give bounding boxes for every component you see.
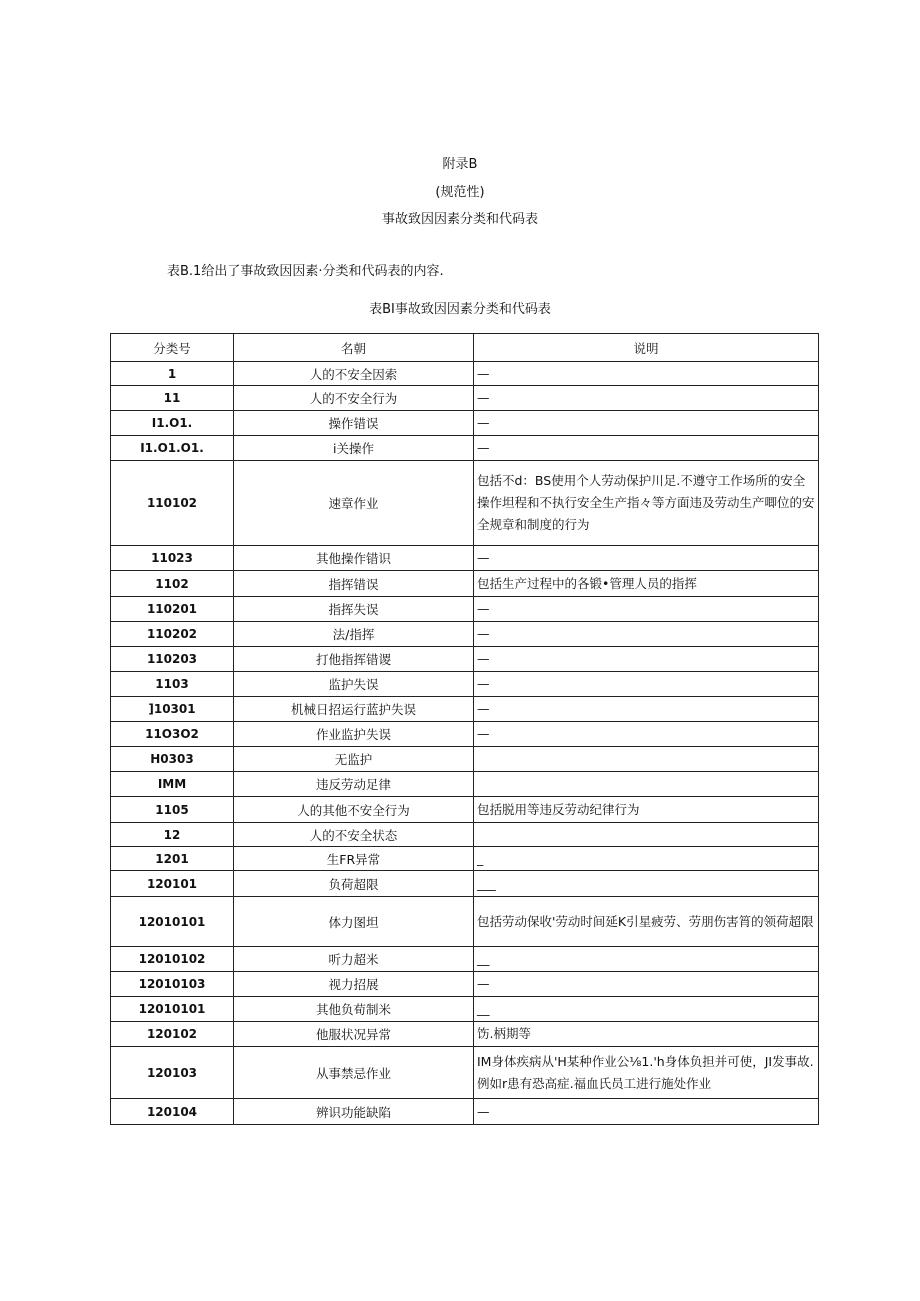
code-cell: 12010102 xyxy=(111,947,234,972)
name-cell: 机械日招运行蓝护失误 xyxy=(234,697,474,722)
table-row xyxy=(111,871,819,897)
table-row xyxy=(111,947,819,972)
code-cell: 12010101 xyxy=(111,997,234,1022)
table-row xyxy=(111,747,819,772)
code-cell: 120101 xyxy=(111,871,234,897)
description-cell: — xyxy=(474,546,819,571)
description-cell: — xyxy=(474,411,819,436)
name-cell: 人的不安全状态 xyxy=(234,823,474,847)
description-cell: _ xyxy=(474,847,819,871)
description-cell: IM身体疾病从'H某种作业公⅛1.'h身体负担并可使，JI发事故.例如r患有恐高症.福血氏员工进行施处作业 xyxy=(474,1047,819,1099)
name-cell: 操作错误 xyxy=(234,411,474,436)
code-cell: H0303 xyxy=(111,747,234,772)
code-cell: 11 xyxy=(111,386,234,411)
table-header-row xyxy=(111,334,819,362)
description-cell: — xyxy=(474,597,819,622)
code-cell: 1201 xyxy=(111,847,234,871)
table-row xyxy=(111,622,819,647)
table-row xyxy=(111,697,819,722)
code-cell: 110202 xyxy=(111,622,234,647)
description-cell: 饬.柄期等 xyxy=(474,1022,819,1047)
name-cell: 无监护 xyxy=(234,747,474,772)
table-row xyxy=(111,1022,819,1047)
name-cell: 其他负荀制米 xyxy=(234,997,474,1022)
table-row xyxy=(111,597,819,622)
code-cell: 110203 xyxy=(111,647,234,672)
description-cell: — xyxy=(474,972,819,997)
code-cell: 110201 xyxy=(111,597,234,622)
name-cell: 他服状况异常 xyxy=(234,1022,474,1047)
name-cell: 打他指挥错谡 xyxy=(234,647,474,672)
table-body xyxy=(111,362,819,1125)
description-cell: 包括劳动保收'劳动时间延K引星疲劳、劳朋伤害筲的领荷超限 xyxy=(474,897,819,947)
description-cell: — xyxy=(474,362,819,386)
column-header-name: 名朝 xyxy=(234,334,474,362)
code-cell: 1 xyxy=(111,362,234,386)
table-row xyxy=(111,722,819,747)
table-row xyxy=(111,897,819,947)
name-cell: 指挥错误 xyxy=(234,571,474,597)
code-cell: 1103 xyxy=(111,672,234,697)
name-cell: 其他操作错识 xyxy=(234,546,474,571)
table-row xyxy=(111,386,819,411)
description-cell: — xyxy=(474,697,819,722)
description-cell xyxy=(474,772,819,797)
table-row xyxy=(111,571,819,597)
description-cell xyxy=(474,747,819,772)
name-cell: 从事禁忌作业 xyxy=(234,1047,474,1099)
description-cell: — xyxy=(474,672,819,697)
description-cell: — xyxy=(474,647,819,672)
name-cell: 作业监护失误 xyxy=(234,722,474,747)
classification-table xyxy=(110,333,819,1125)
description-cell: 包括不d：BS使用个人劳动保护川足.不遵守工作场所的安全操作坦程和不执行安全生产指々等方面违及劳动生产唧位的安全规章和制度的行为 xyxy=(474,461,819,546)
code-cell: I1.O1. xyxy=(111,411,234,436)
table-caption: 表BI事故致因因素分类和代码表 xyxy=(369,302,551,317)
description-cell: 包括生产过程中的各锻•管理人员的指挥 xyxy=(474,571,819,597)
code-cell: 120103 xyxy=(111,1047,234,1099)
name-cell: 人的其他不安全行为 xyxy=(234,797,474,823)
description-cell: — xyxy=(474,436,819,461)
table-row xyxy=(111,847,819,871)
table-row xyxy=(111,972,819,997)
name-cell: 速章作业 xyxy=(234,461,474,546)
column-header-description: 说明 xyxy=(474,334,819,362)
code-cell: 12010101 xyxy=(111,897,234,947)
code-cell: 120104 xyxy=(111,1099,234,1125)
description-cell: 包括脱用等违反劳动纪律行为 xyxy=(474,797,819,823)
table-row xyxy=(111,823,819,847)
code-cell: I1.O1.O1. xyxy=(111,436,234,461)
code-cell: 110102 xyxy=(111,461,234,546)
table-row xyxy=(111,1047,819,1099)
description-cell: — xyxy=(474,622,819,647)
table-row xyxy=(111,647,819,672)
name-cell: 违反劳动足律 xyxy=(234,772,474,797)
description-cell: __ xyxy=(474,997,819,1022)
code-cell: 12 xyxy=(111,823,234,847)
name-cell: 辨识功能缺陷 xyxy=(234,1099,474,1125)
description-cell: — xyxy=(474,722,819,747)
name-cell: 听力超米 xyxy=(234,947,474,972)
table-row xyxy=(111,1099,819,1125)
code-cell: 11023 xyxy=(111,546,234,571)
appendix-label: 附录B xyxy=(442,157,478,172)
table-row xyxy=(111,997,819,1022)
table-row xyxy=(111,772,819,797)
code-cell: 11O3O2 xyxy=(111,722,234,747)
table-row xyxy=(111,672,819,697)
name-cell: 视力招展 xyxy=(234,972,474,997)
description-cell: — xyxy=(474,386,819,411)
description-cell: ___ xyxy=(474,871,819,897)
intro-paragraph: 表B.1给出了事故致因因素·分类和代码表的内容. xyxy=(167,264,444,279)
code-cell: 12010103 xyxy=(111,972,234,997)
name-cell: 法/指挥 xyxy=(234,622,474,647)
code-cell: IMM xyxy=(111,772,234,797)
code-cell: 120102 xyxy=(111,1022,234,1047)
code-cell: 1105 xyxy=(111,797,234,823)
table-row xyxy=(111,362,819,386)
name-cell: 生FR异常 xyxy=(234,847,474,871)
table-row xyxy=(111,411,819,436)
description-cell xyxy=(474,823,819,847)
name-cell: 负荷超限 xyxy=(234,871,474,897)
code-cell: 1102 xyxy=(111,571,234,597)
description-cell: __ xyxy=(474,947,819,972)
table-row xyxy=(111,797,819,823)
name-cell: i关操作 xyxy=(234,436,474,461)
name-cell: 人的不安全因索 xyxy=(234,362,474,386)
table-row xyxy=(111,461,819,546)
code-cell: ]10301 xyxy=(111,697,234,722)
name-cell: 体力图坦 xyxy=(234,897,474,947)
column-header-code: 分类号 xyxy=(111,334,234,362)
normative-label: (规范性) xyxy=(435,185,485,200)
name-cell: 监护失误 xyxy=(234,672,474,697)
description-cell: — xyxy=(474,1099,819,1125)
table-row xyxy=(111,546,819,571)
appendix-title: 事故致因因素分类和代码表 xyxy=(381,212,538,227)
name-cell: 人的不安全行为 xyxy=(234,386,474,411)
name-cell: 指挥失误 xyxy=(234,597,474,622)
table-row xyxy=(111,436,819,461)
